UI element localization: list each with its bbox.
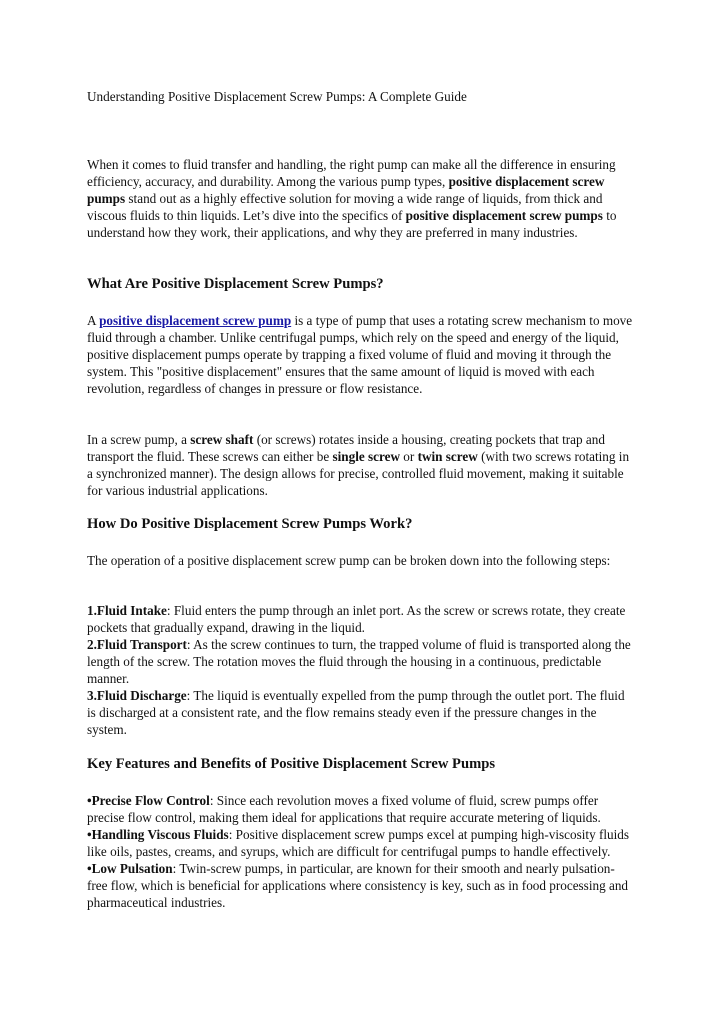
step-label: 3.Fluid Discharge — [87, 688, 187, 703]
intro-text-2: stand out as a highly effective solution for moving a wide range of liquids, from thick and viscous fluids to thin liquids. Let’s dive into the specifics of — [87, 191, 603, 223]
step-label: 2.Fluid Transport — [87, 637, 187, 652]
section1-paragraph-1 — [87, 312, 635, 397]
intro-text-3: to understand how they work, their applications, and why they are preferred in many industries. — [87, 208, 617, 240]
s1p2-text-1: In a screw pump, a — [87, 432, 191, 447]
feature-item-2 — [87, 826, 635, 860]
feature-label: Low Pulsation — [91, 861, 173, 876]
step-item-1 — [87, 602, 635, 636]
intro-bold-2: positive displacement screw pumps — [405, 208, 603, 223]
feature-label: Handling Viscous Fluids — [91, 827, 229, 842]
screw-pump-link[interactable]: positive displacement screw pump — [99, 313, 292, 328]
document-title: Understanding Positive Displacement Screw Pumps: A Complete Guide — [87, 89, 467, 104]
feature-item-3 — [87, 860, 635, 911]
s1p1-text-1: A — [87, 313, 100, 328]
bullet-icon: • — [87, 793, 92, 808]
section1-paragraph-2 — [87, 431, 635, 499]
feature-text: : Twin-screw pumps, in particular, are known for their smooth and nearly pulsation-free flow, which is beneficial for applications where consistency is key, such as in food processing and pharmaceutical industries. — [87, 861, 629, 910]
step-text: : The liquid is eventually expelled from the pump through the outlet port. The fluid is discharged at a consistent rate, and the flow remains steady even if the pressure changes in the system. — [87, 688, 625, 737]
section3-heading: Key Features and Benefits of Positive Displacement Screw Pumps — [87, 756, 496, 772]
feature-text: : Positive displacement screw pumps excel at pumping high-viscosity fluids like oils, pastes, creams, and syrups, which are difficult for centrifugal pumps to handle effectively. — [87, 827, 630, 859]
bullet-icon: • — [87, 861, 92, 876]
step-text: : Fluid enters the pump through an inlet port. As the screw or screws rotate, they create pockets that gradually expand, drawing in the liquid. — [87, 603, 626, 635]
section2-heading: How Do Positive Displacement Screw Pumps Work? — [87, 516, 413, 532]
features-list — [87, 792, 635, 911]
section2-intro: The operation of a positive displacement screw pump can be broken down into the following steps: — [87, 553, 611, 568]
bullet-icon: • — [87, 827, 92, 842]
s1p2-bold-2: single screw — [332, 449, 400, 464]
intro-text-1: When it comes to fluid transfer and handling, the right pump can make all the difference in ensuring efficiency, accuracy, and durability. Among the various pump types, — [87, 157, 616, 189]
s1p2-text-3: or — [400, 449, 418, 464]
step-item-2 — [87, 636, 635, 687]
s1p2-bold-3: twin screw — [417, 449, 478, 464]
intro-bold-1: positive displacement screw pumps — [87, 174, 605, 206]
feature-text: : Since each revolution moves a fixed volume of fluid, screw pumps offer precise flow control, making them ideal for applications that require accurate metering of liquids. — [87, 793, 601, 825]
s1p2-bold-1: screw shaft — [190, 432, 254, 447]
s1p1-text-2: is a type of pump that uses a rotating screw mechanism to move fluid through a chamber. Unlike centrifugal pumps, which rely on the speed and energy of the liquid, positive displacement pumps operate by trapping a fixed volume of fluid and moving it through the system. This "positive displacement" ensures that the same amount of liquid is moved with each revolution, regardless of changes in pressure or flow resistance. — [87, 313, 633, 396]
feature-label: Precise Flow Control — [91, 793, 210, 808]
steps-list — [87, 602, 635, 738]
step-label: 1.Fluid Intake — [87, 603, 167, 618]
step-item-3 — [87, 687, 635, 738]
s1p2-text-4: (with two screws rotating in a synchronized manner). The design allows for precise, controlled fluid movement, making it suitable for various industrial applications. — [87, 449, 630, 498]
section1-heading: What Are Positive Displacement Screw Pumps? — [87, 276, 384, 292]
step-text: : As the screw continues to turn, the trapped volume of fluid is transported along the length of the screw. The rotation moves the fluid through the housing in a continuous, predictable manner. — [87, 637, 631, 686]
s1p2-text-2: (or screws) rotates inside a housing, creating pockets that trap and transport the fluid. These screws can either be — [87, 432, 605, 464]
intro-paragraph — [87, 156, 635, 241]
feature-item-1 — [87, 792, 635, 826]
